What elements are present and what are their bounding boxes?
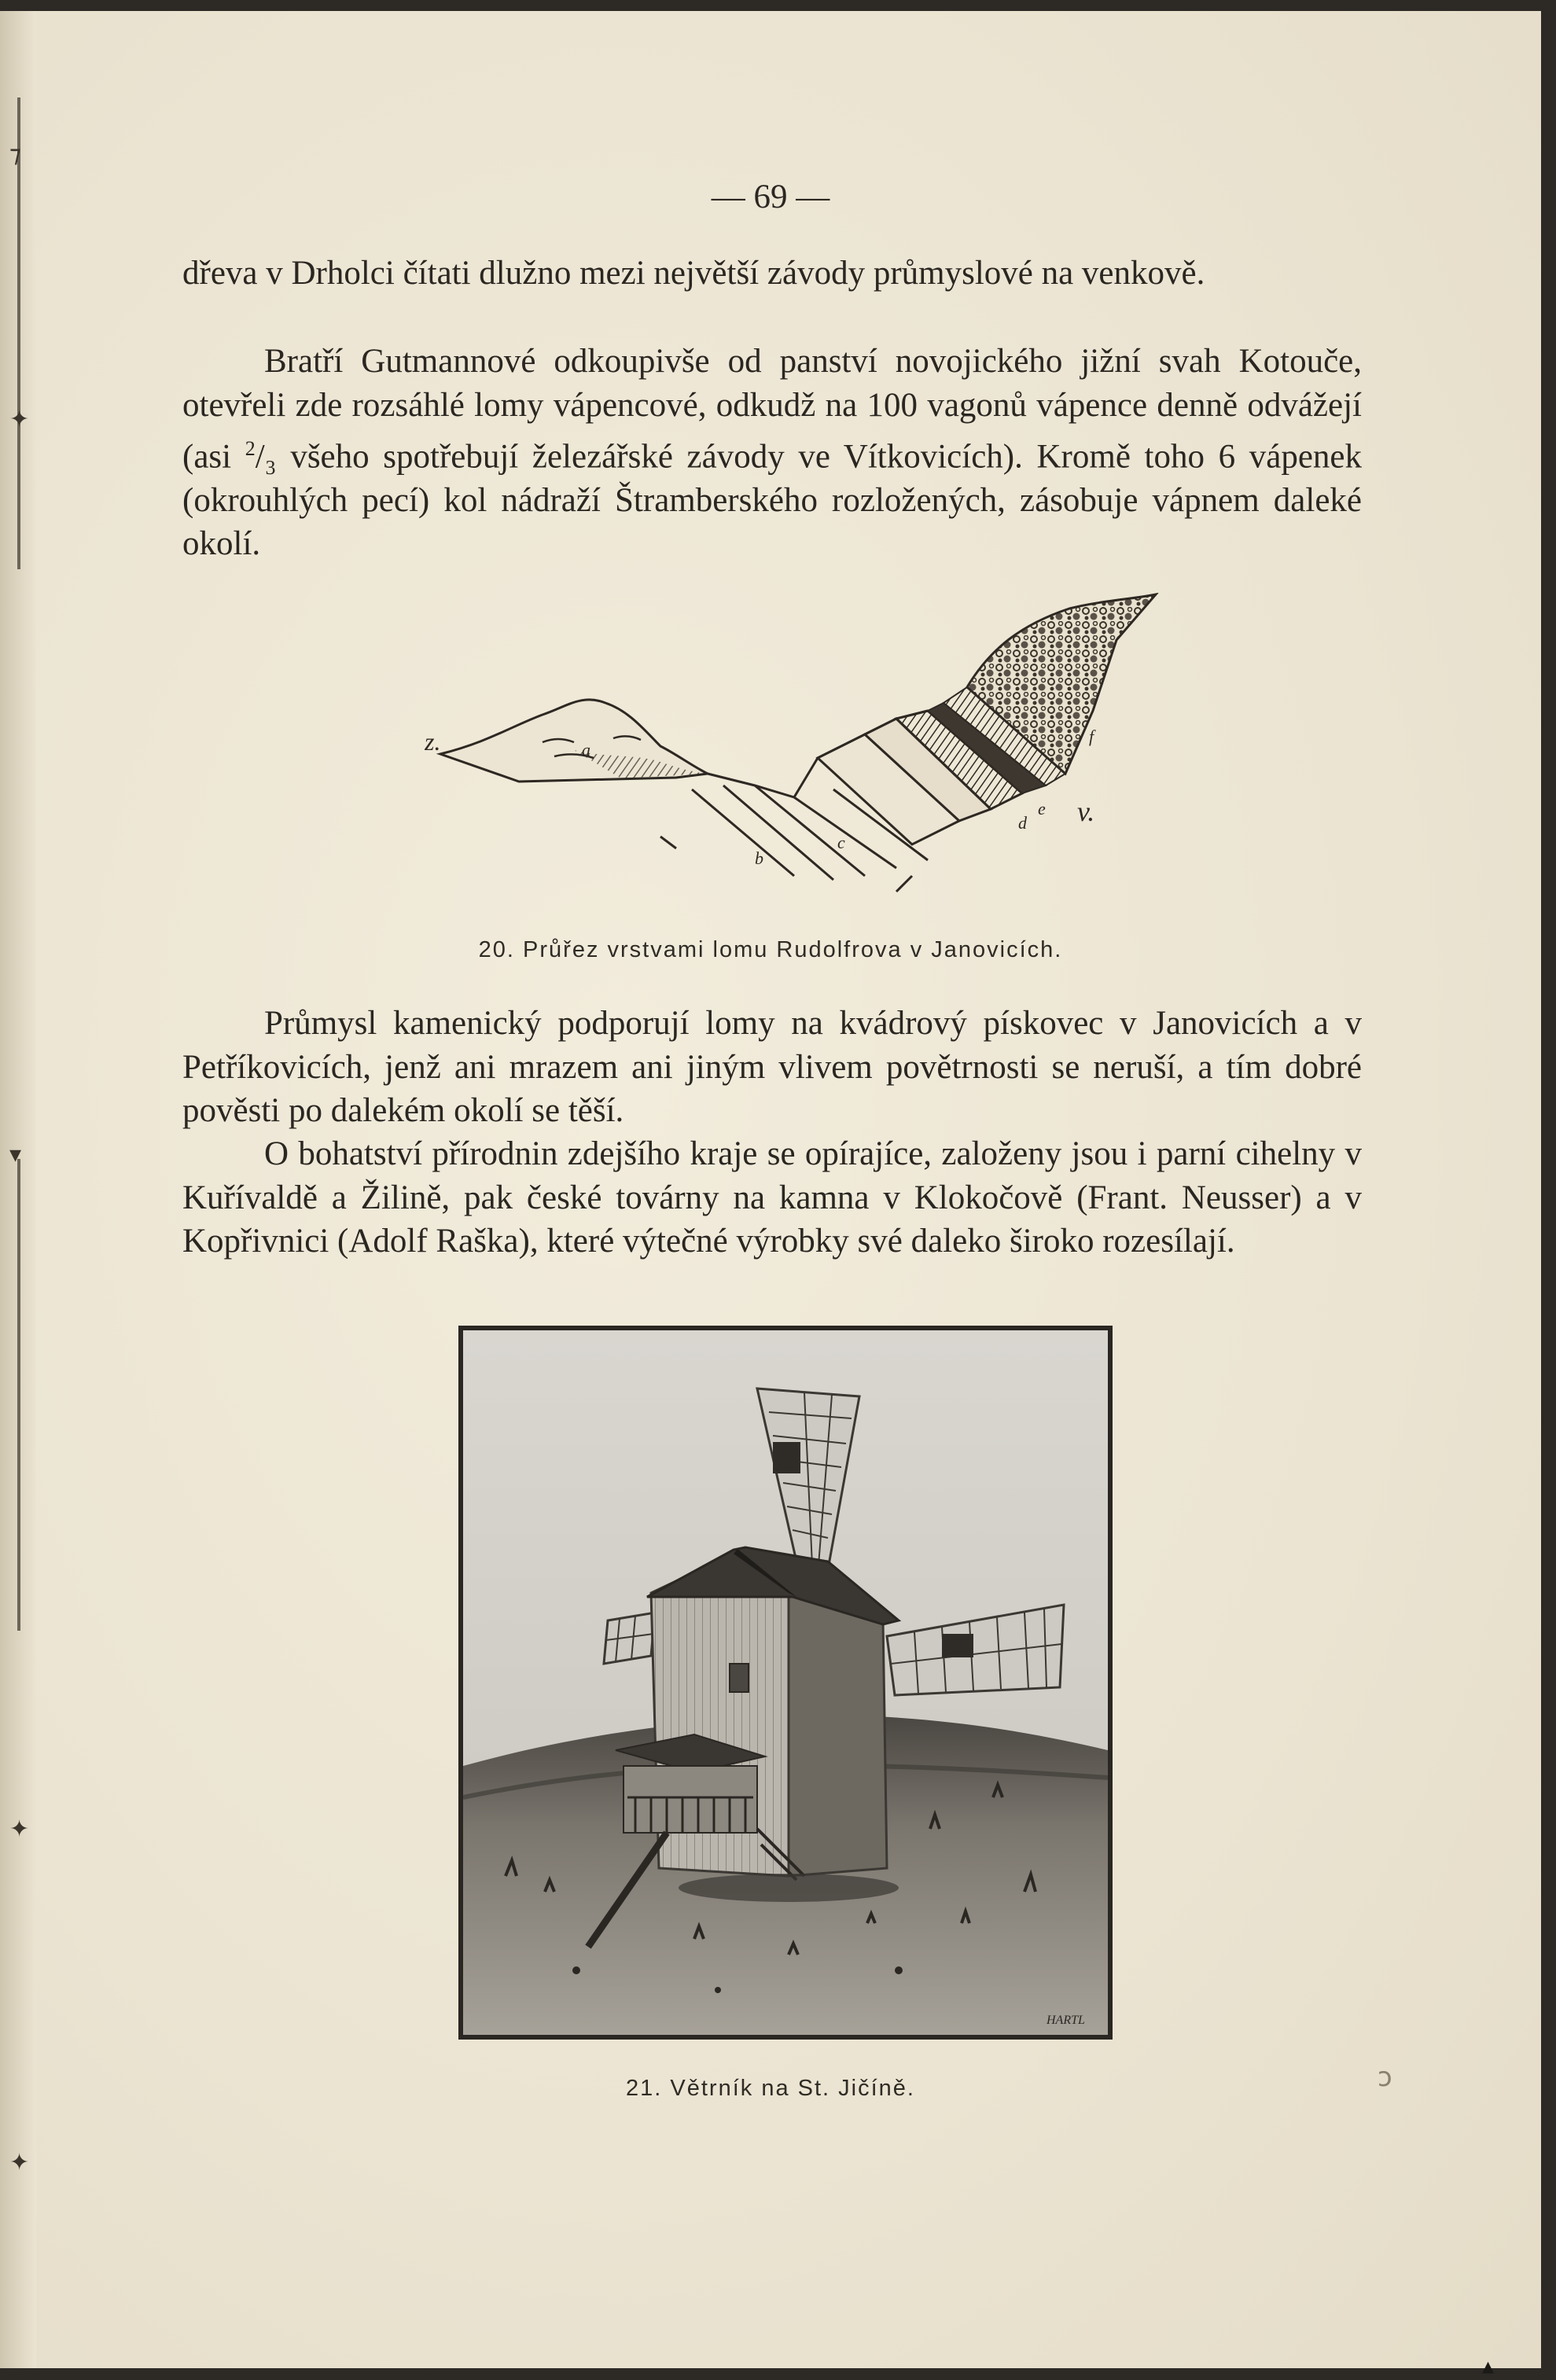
spine-tick: ⁊	[9, 142, 21, 167]
paragraph-4	[182, 1132, 1362, 1264]
figure-20-caption: 20. Průřez vrstvami lomu Rudolfrova v Janovicích.	[478, 937, 1063, 962]
figure-21-caption: 21. Větrník na St. Jičíně.	[626, 2076, 915, 2101]
windmill-sail-left	[604, 1613, 655, 1664]
paragraph-2-text-b: všeho spotřebují železářské závody ve Vítkovicích). Kromě toho 6 vápenek (okrouhlých pecí) kol nádraží Štramberského rozložených, zásobuje vápnem daleké okolí.	[182, 438, 1363, 563]
label-c: c	[837, 833, 845, 852]
page-spine	[0, 11, 36, 2368]
label-b: b	[755, 848, 763, 868]
windmill-illustration	[458, 1326, 1113, 2040]
spine-tick: ✦	[9, 1816, 30, 1842]
spine-rule	[17, 97, 20, 569]
label-west: z.	[425, 727, 441, 756]
windmill-window	[730, 1664, 749, 1692]
spine-rule	[17, 1159, 20, 1631]
windmill-porch	[624, 1766, 757, 1833]
cross-section-figure	[425, 593, 1179, 923]
paragraph-2	[182, 340, 1362, 566]
paragraph-3-text: Průmysl kamenický podporují lomy na kvádrový pískovec v Janovicích a v Petříkovicích, jenž ani mrazem ani jiným vlivem povětrnosti se neruší, a tím dobré pověsti po dalekém okolí se těší.	[182, 1005, 1362, 1129]
label-d: d	[1018, 813, 1027, 833]
artist-signature: HARTL	[1047, 2014, 1085, 2027]
spine-tick: ✦	[9, 406, 30, 432]
paragraph-2-text-a: Bratří Gutmannové odkoupivše od panství novojického jižní svah Kotouče, otevřeli zde rozsáhlé lomy vápencové, odkudž na 100 vagonů vápence denně odvážejí (asi	[182, 343, 1362, 476]
paragraph-4-text: O bohatství přírodnin zdejšího kraje se opírajíce, založeny jsou i parní cihelny v Kuřívaldě a Žilině, pak české továrny na kamna v Klokočově (Frant. Neusser) a v Kopřivnici (Adolf Raška), které výtečné výrobky své daleko široko rozesílají.	[182, 1135, 1362, 1260]
paragraph-3	[182, 1002, 1362, 1133]
paragraph-1	[182, 252, 1362, 296]
spine-tick: ✦	[9, 2150, 30, 2176]
label-e: e	[1038, 799, 1046, 818]
paragraph-1-text: dřeva v Drholci čítati dlužno mezi největší závody průmyslové na venkově.	[182, 255, 1205, 292]
label-east: v.	[1077, 796, 1095, 827]
page-number: — 69 —	[711, 178, 830, 215]
spine-tick: ▾	[9, 1142, 22, 1168]
label-a: a	[582, 740, 590, 760]
book-page	[0, 11, 1541, 2380]
label-f: f	[1089, 727, 1094, 746]
margin-mark: ▴	[1482, 2352, 1495, 2380]
margin-mark: ↄ	[1378, 2062, 1392, 2093]
fraction-denominator: /₃	[255, 438, 277, 476]
fraction-numerator: 2	[245, 437, 256, 460]
